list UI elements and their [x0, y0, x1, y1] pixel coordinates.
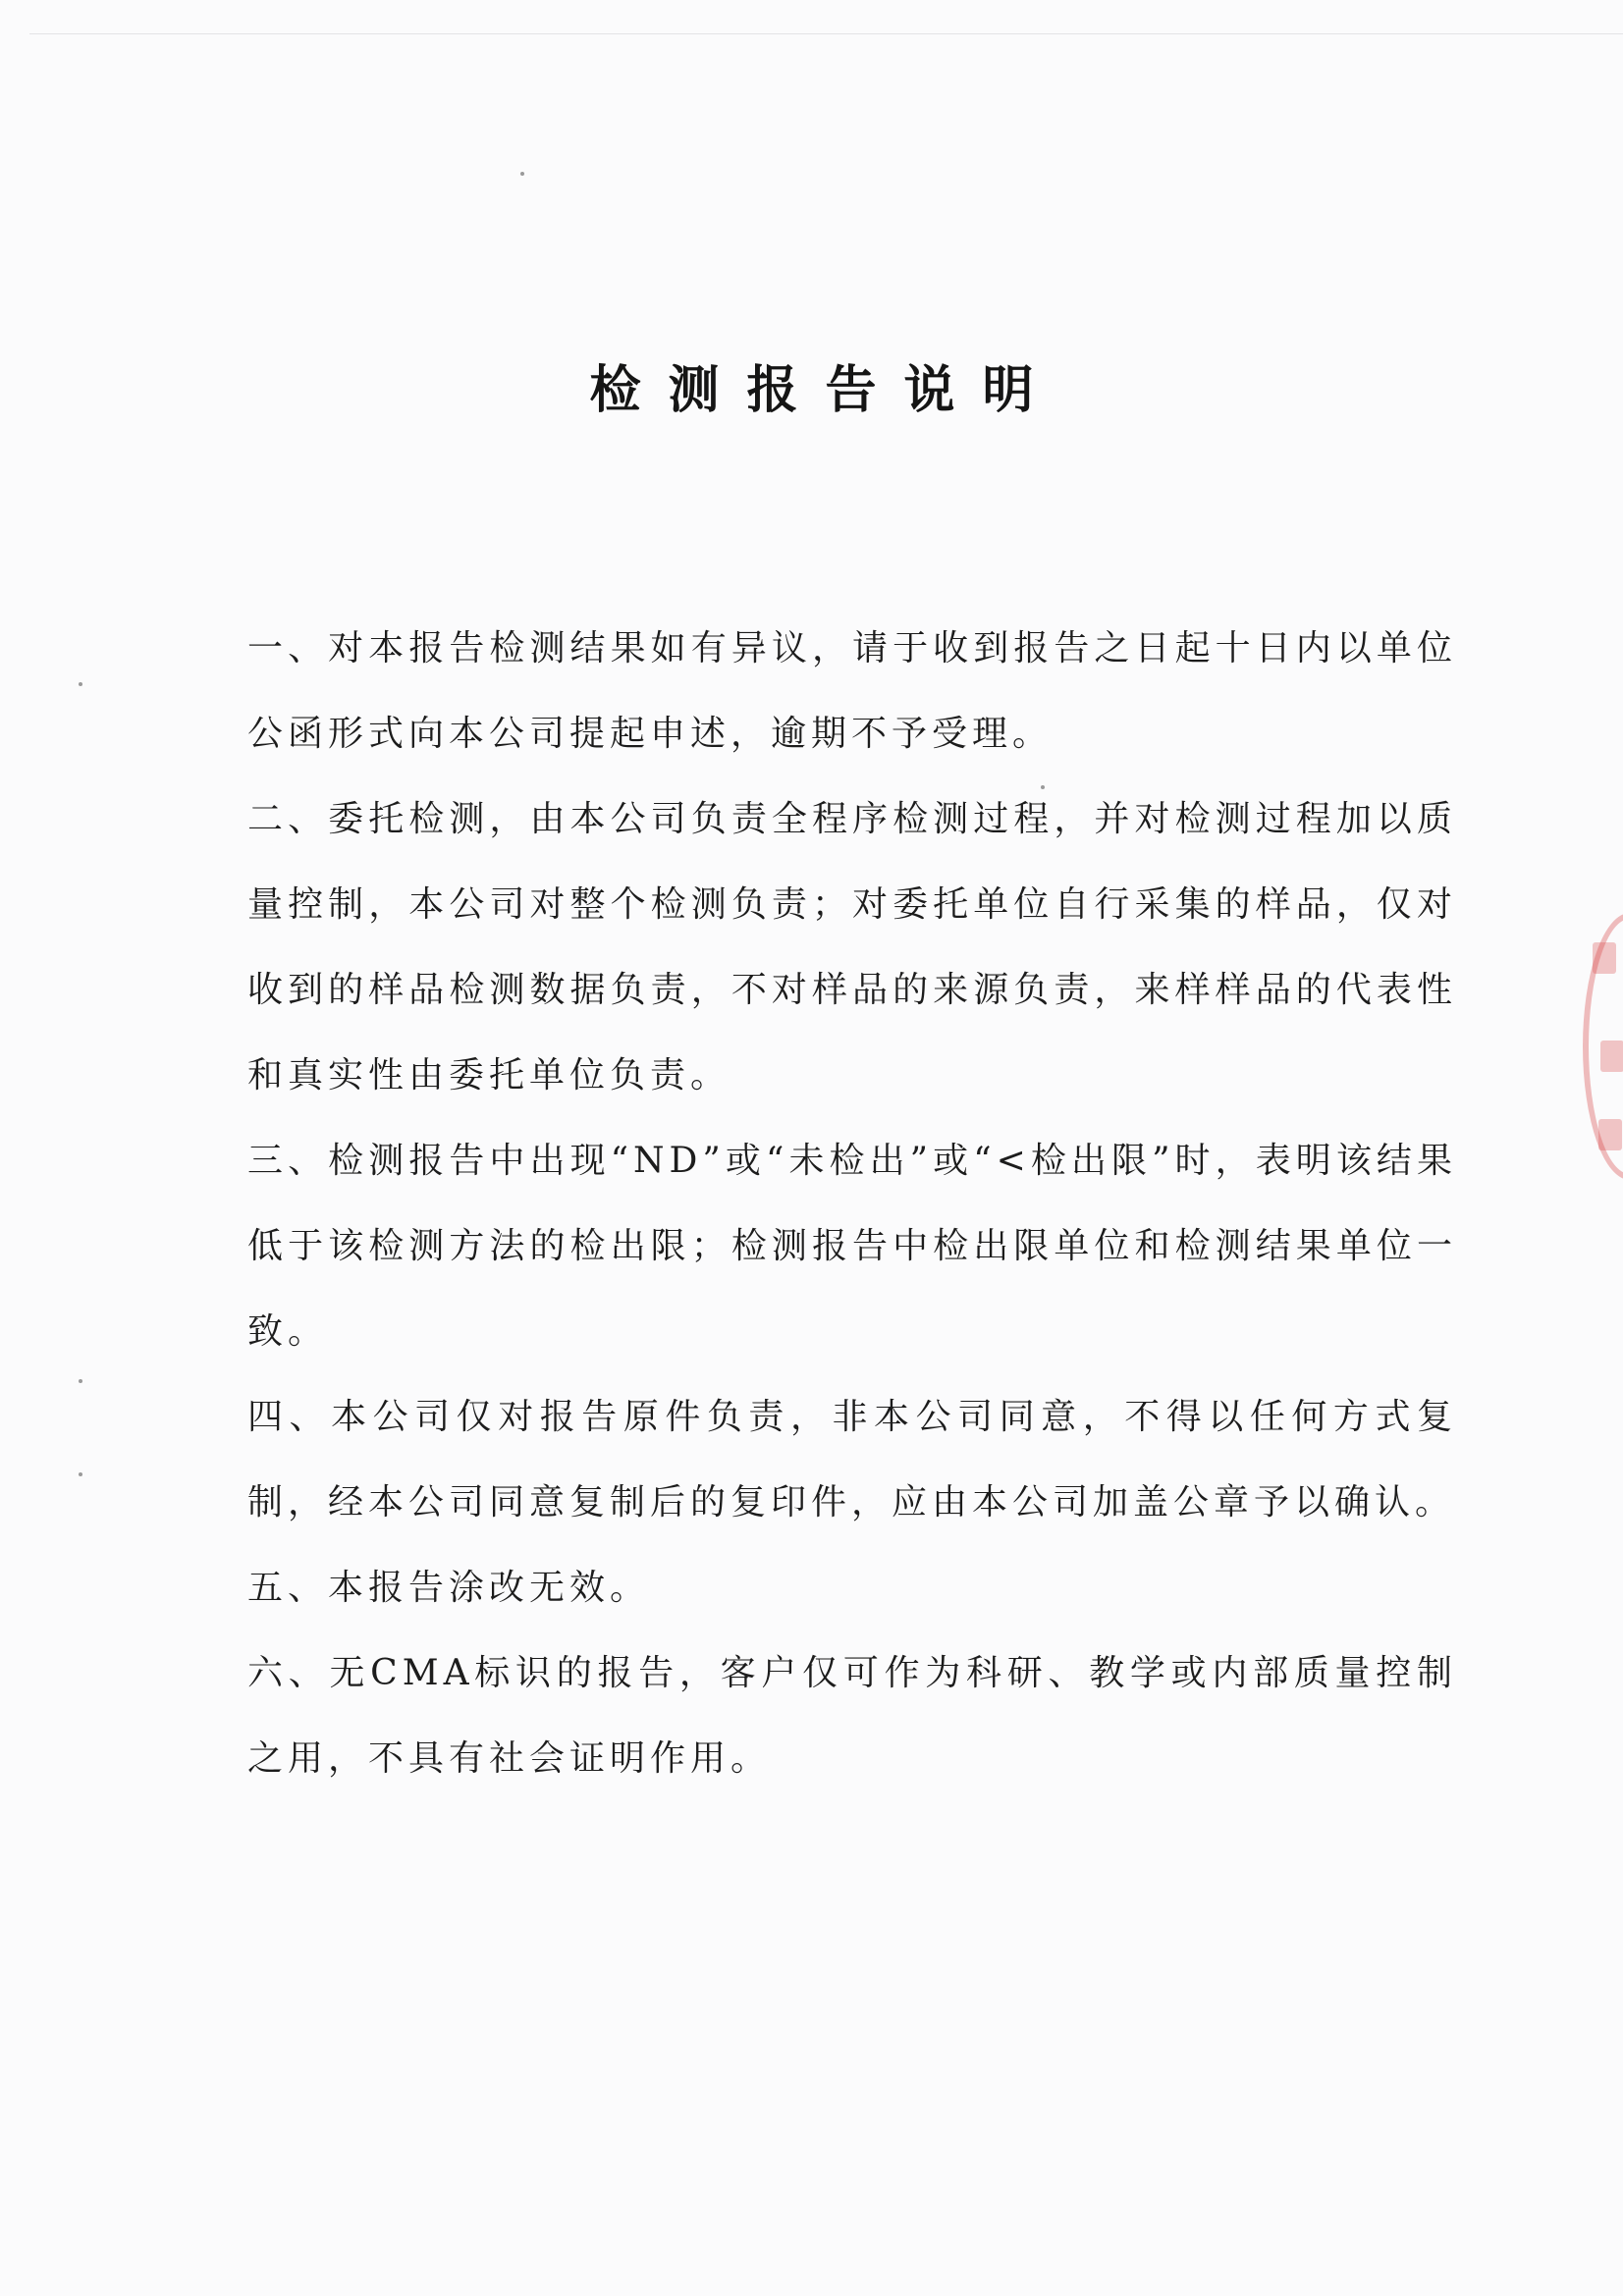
- clause-3: 三、检测报告中出现“ND”或“未检出”或“<检出限”时，表明该结果低于该检测方法的检出限；检测报告中检出限单位和检测结果单位一致。: [247, 1141, 1457, 1352]
- clause-list: [247, 606, 1457, 1801]
- clause-1: 一、对本报告检测结果如有异议，请于收到报告之日起十日内以单位公函形式向本公司提起申述，逾期不予受理。: [247, 628, 1457, 754]
- seal-glyph-mark: [1593, 942, 1616, 974]
- clause-4: 四、本公司仅对报告原件负责，非本公司同意，不得以任何方式复制，经本公司同意复制后的复印件，应由本公司加盖公章予以确认。: [247, 1397, 1457, 1522]
- scan-speck: [79, 1379, 82, 1383]
- scan-speck: [79, 1472, 82, 1476]
- seal-glyph-mark: [1600, 1041, 1623, 1072]
- document-title: 检测报告说明: [589, 361, 1061, 420]
- clause-5: 五、本报告涂改无效。: [247, 1568, 651, 1608]
- seal-glyph-mark: [1598, 1119, 1622, 1150]
- clause-2: 二、委托检测，由本公司负责全程序检测过程，并对检测过程加以质量控制，本公司对整个检测负责；对委托单位自行采集的样品，仅对收到的样品检测数据负责，不对样品的来源负责，来样样品的代表性和真实性由委托单位负责。: [247, 799, 1457, 1095]
- scan-speck: [520, 172, 524, 176]
- scan-edge-line: [29, 33, 1623, 34]
- scan-speck: [1041, 785, 1045, 789]
- scan-speck: [79, 682, 82, 686]
- clause-6: 六、无CMA标识的报告，客户仅可作为科研、教学或内部质量控制之用，不具有社会证明作用。: [247, 1653, 1457, 1779]
